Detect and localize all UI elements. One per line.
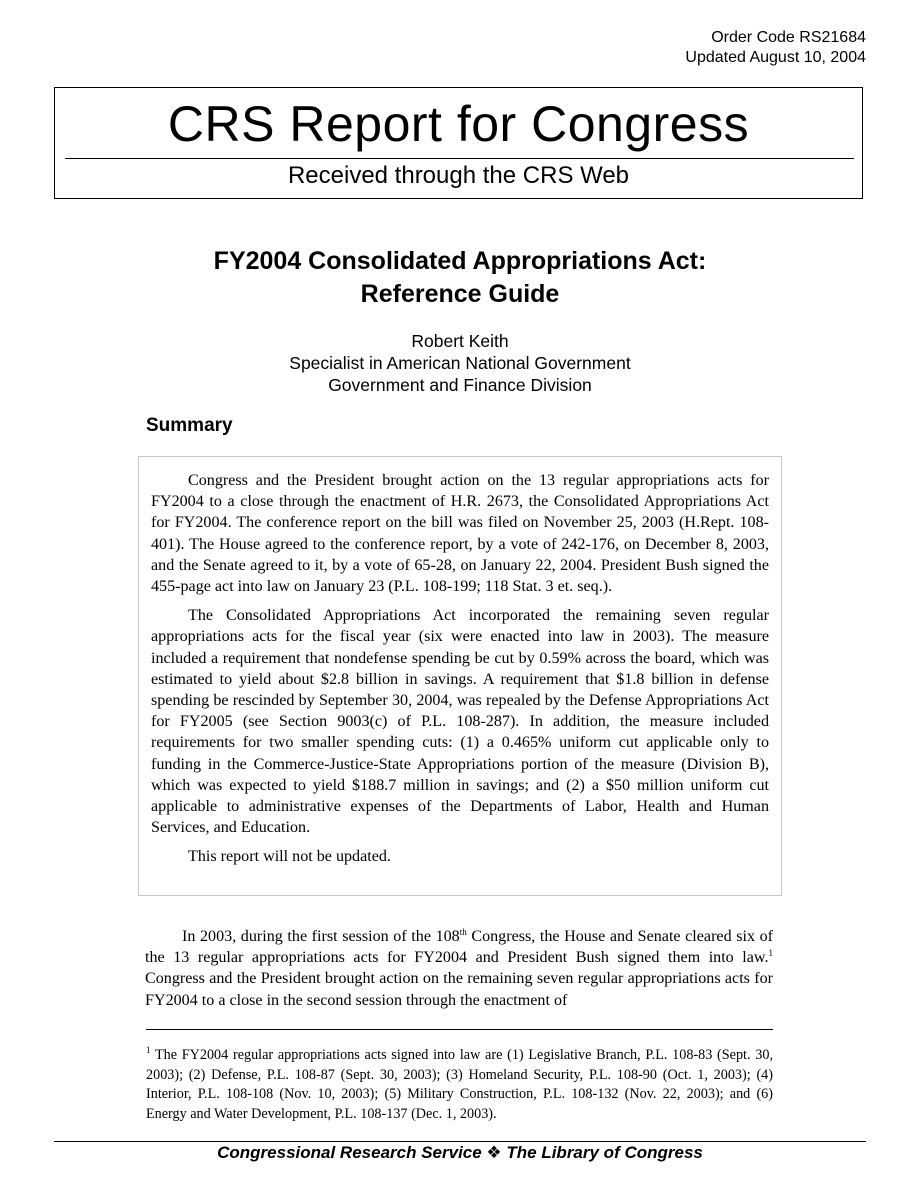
summary-paragraph-1: Congress and the President brought action on the 13 regular appropriations acts for FY2004 to a close through the enactment of H.R. 2673, the Consolidated Appropriations Act for FY2004. The conference report on the bill was filed on November 25, 2003 (H.Rept. 108-401). The House agreed to the conference report, by a vote of 242-176, on December 8, 2003, and the Senate agreed to it, by a vote of 65-28, on January 22, 2004. President Bush signed the 455-page act into law on January 23 (P.L. 108-199; 118 Stat. 3 et. seq.). [151, 472, 769, 596]
banner-divider [65, 158, 854, 159]
banner-title: CRS Report for Congress [167, 96, 750, 152]
ordinal-superscript: th [459, 927, 467, 937]
order-code-block [685, 28, 866, 68]
footnote-1 [146, 1046, 773, 1124]
summary-text [151, 470, 769, 876]
updated-date: Updated August 10, 2004 [685, 49, 866, 66]
report-title-line2: Reference Guide [360, 280, 560, 308]
footnote-text: The FY2004 regular appropriations acts signed into law are (1) Legislative Branch, P.L. 108-83 (Sept. 30, 2003); (2) Defense, P.L. 108-87 (Sept. 30, 2003); (3) Homeland Security, P.L. 108-90 (Oct. 1, 2003); (4) Interior, P.L. 108-108 (Nov. 10, 2003); (5) Military Construction, P.L. 108-132 (Nov. 22, 2003); and (6) Energy and Water Development, P.L. 108-137 (Dec. 1, 2003). [146, 1047, 773, 1122]
report-title-line1: FY2004 Consolidated Appropriations Act: [213, 247, 707, 275]
body-paragraph-1 [145, 926, 773, 1011]
footnote-reference: 1 [768, 948, 773, 959]
body-text-part: Congress and the President brought action on the remaining seven regular appropriations acts for FY2004 to a close in the second session through the enactment of [145, 970, 773, 1009]
summary-paragraph-2: The Consolidated Appropriations Act incorporated the remaining seven regular appropriations acts for the fiscal year (six were enacted into law in 2003). The measure included a requirement that nondefense spending be cut by 0.59% across the board, which was estimated to yield about $2.8 billion in savings. A requirement that $1.8 billion in defense spending be rescinded by September 30, 2004, was repealed by the Defense Appropriations Act for FY2005 (see Section 9003(c) of P.L. 108-287). In addition, the measure included requirements for two smaller spending cuts: (1) a 0.465% uniform cut applicable only to funding in the Commerce-Justice-State Appropriations portion of the measure (Division B), which was expected to yield $188.7 million in savings; and (2) a $50 million uniform cut applicable to administrative expenses of the Departments of Labor, Health and Human Services, and Education. [151, 607, 769, 837]
page-footer: Congressional Research Service ❖ The Library of Congress [217, 1143, 703, 1162]
report-title [0, 245, 920, 311]
author-name: Robert Keith [411, 331, 509, 351]
body-text-part: In 2003, during the first session of the 108 [182, 928, 460, 945]
footnote-divider [146, 1029, 773, 1030]
footnote-mark: 1 [146, 1045, 151, 1055]
body-text [145, 926, 773, 1011]
author-title: Specialist in American National Government [289, 353, 631, 373]
crs-banner [54, 87, 863, 199]
summary-heading: Summary [146, 415, 233, 436]
banner-subtitle: Received through the CRS Web [287, 162, 630, 189]
order-code: Order Code RS21684 [711, 29, 866, 46]
summary-paragraph-3: This report will not be updated. [188, 848, 391, 866]
author-block [0, 330, 920, 396]
body-text-part: Congress, the House and Senate cleared six of the 13 regular appropriations acts for FY2004 and President Bush signed them into law. [145, 928, 773, 967]
author-division: Government and Finance Division [328, 375, 592, 395]
summary-box [138, 456, 782, 896]
